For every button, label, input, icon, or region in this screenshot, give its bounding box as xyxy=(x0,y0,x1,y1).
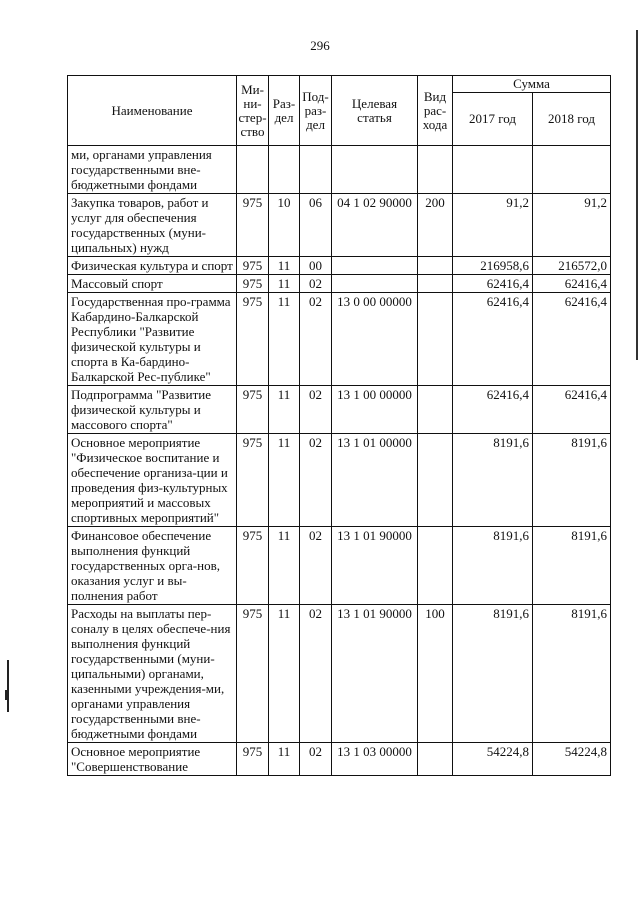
cell-expense-type xyxy=(418,257,453,275)
cell-name: Финансовое обеспечение выполнения функций государственных орга-нов, оказания услуг и вы-полнения работ xyxy=(68,527,237,605)
cell-sum-2017 xyxy=(453,146,533,194)
cell-name: Основное мероприятие "Физическое воспитание и обеспечение организа-ции и проведения физ-культурных мероприятий и массовых спортивных мероприятий" xyxy=(68,434,237,527)
cell-subsection: 02 xyxy=(300,605,332,743)
page-number: 296 xyxy=(310,38,330,53)
cell-name: ми, органами управления государственными вне-бюджетными фондами xyxy=(68,146,237,194)
cell-name: Подпрограмма "Развитие физической культуры и массового спорта" xyxy=(68,386,237,434)
cell-ministry: 975 xyxy=(237,275,269,293)
cell-sum-2017: 62416,4 xyxy=(453,275,533,293)
cell-target-article: 13 1 01 90000 xyxy=(332,605,418,743)
cell-section: 10 xyxy=(269,194,300,257)
cell-subsection: 06 xyxy=(300,194,332,257)
cell-sum-2017: 62416,4 xyxy=(453,293,533,386)
cell-target-article: 13 1 00 00000 xyxy=(332,386,418,434)
cell-sum-2017: 8191,6 xyxy=(453,605,533,743)
table-row xyxy=(68,146,611,194)
cell-section: 11 xyxy=(269,527,300,605)
header-expense-type: Вид рас- хода xyxy=(418,76,453,146)
cell-subsection: 02 xyxy=(300,743,332,776)
cell-name: Физическая культура и спорт xyxy=(68,257,237,275)
header-sum: Сумма xyxy=(453,76,611,93)
cell-ministry: 975 xyxy=(237,527,269,605)
table-row xyxy=(68,434,611,527)
cell-subsection: 02 xyxy=(300,527,332,605)
cell-section: 11 xyxy=(269,386,300,434)
scan-mark xyxy=(7,660,9,712)
cell-sum-2018: 62416,4 xyxy=(533,275,611,293)
cell-sum-2017: 54224,8 xyxy=(453,743,533,776)
page-edge xyxy=(636,30,638,360)
cell-ministry xyxy=(237,146,269,194)
cell-ministry: 975 xyxy=(237,743,269,776)
cell-section xyxy=(269,146,300,194)
cell-subsection: 00 xyxy=(300,257,332,275)
cell-sum-2018 xyxy=(533,146,611,194)
cell-subsection: 02 xyxy=(300,293,332,386)
cell-sum-2017: 62416,4 xyxy=(453,386,533,434)
cell-section: 11 xyxy=(269,605,300,743)
cell-section: 11 xyxy=(269,293,300,386)
cell-sum-2018: 62416,4 xyxy=(533,293,611,386)
cell-target-article: 04 1 02 90000 xyxy=(332,194,418,257)
cell-expense-type xyxy=(418,275,453,293)
cell-sum-2018: 8191,6 xyxy=(533,605,611,743)
cell-target-article: 13 0 00 00000 xyxy=(332,293,418,386)
cell-sum-2018: 8191,6 xyxy=(533,434,611,527)
cell-target-article xyxy=(332,275,418,293)
header-ministry: Ми- ни- стер- ство xyxy=(237,76,269,146)
cell-expense-type xyxy=(418,146,453,194)
cell-sum-2018: 8191,6 xyxy=(533,527,611,605)
table-row xyxy=(68,386,611,434)
cell-section: 11 xyxy=(269,434,300,527)
cell-target-article xyxy=(332,257,418,275)
budget-table xyxy=(67,75,611,776)
cell-section: 11 xyxy=(269,275,300,293)
cell-ministry: 975 xyxy=(237,386,269,434)
cell-expense-type xyxy=(418,386,453,434)
cell-name: Закупка товаров, работ и услуг для обеспечения государственных (муни-ципальных) нужд xyxy=(68,194,237,257)
cell-name: Основное мероприятие "Совершенствование xyxy=(68,743,237,776)
table-row xyxy=(68,605,611,743)
table-row xyxy=(68,293,611,386)
cell-expense-type: 100 xyxy=(418,605,453,743)
header-name: Наименование xyxy=(68,76,237,146)
cell-section: 11 xyxy=(269,257,300,275)
header-2017: 2017 год xyxy=(453,93,533,146)
table-row xyxy=(68,275,611,293)
cell-subsection: 02 xyxy=(300,386,332,434)
header-2018: 2018 год xyxy=(533,93,611,146)
cell-name: Массовый спорт xyxy=(68,275,237,293)
table-row xyxy=(68,743,611,776)
cell-ministry: 975 xyxy=(237,605,269,743)
cell-target-article: 13 1 03 00000 xyxy=(332,743,418,776)
cell-sum-2018: 91,2 xyxy=(533,194,611,257)
scan-mark xyxy=(5,690,7,700)
cell-sum-2018: 216572,0 xyxy=(533,257,611,275)
cell-sum-2017: 8191,6 xyxy=(453,527,533,605)
cell-subsection: 02 xyxy=(300,275,332,293)
cell-sum-2018: 62416,4 xyxy=(533,386,611,434)
table-row xyxy=(68,194,611,257)
header-target-article: Целевая статья xyxy=(332,76,418,146)
cell-expense-type xyxy=(418,293,453,386)
cell-sum-2017: 91,2 xyxy=(453,194,533,257)
cell-ministry: 975 xyxy=(237,293,269,386)
cell-ministry: 975 xyxy=(237,434,269,527)
cell-sum-2017: 8191,6 xyxy=(453,434,533,527)
cell-sum-2017: 216958,6 xyxy=(453,257,533,275)
cell-expense-type xyxy=(418,434,453,527)
table-body xyxy=(68,146,611,776)
cell-ministry: 975 xyxy=(237,194,269,257)
cell-target-article: 13 1 01 00000 xyxy=(332,434,418,527)
cell-expense-type: 200 xyxy=(418,194,453,257)
table-row xyxy=(68,257,611,275)
cell-ministry: 975 xyxy=(237,257,269,275)
cell-subsection xyxy=(300,146,332,194)
cell-sum-2018: 54224,8 xyxy=(533,743,611,776)
cell-name: Государственная про-грамма Кабардино-Балкарской Республики "Развитие физической культуры и спорта в Ка-бардино-Балкарской Рес-публике" xyxy=(68,293,237,386)
cell-subsection: 02 xyxy=(300,434,332,527)
table-row xyxy=(68,527,611,605)
cell-target-article: 13 1 01 90000 xyxy=(332,527,418,605)
cell-expense-type xyxy=(418,527,453,605)
cell-target-article xyxy=(332,146,418,194)
cell-name: Расходы на выплаты пер-соналу в целях обеспече-ния выполнения функций государственными (муни-ципальными) органами, казенными учреждения-ми, органами управления государственными вне-бюджетными фондами xyxy=(68,605,237,743)
header-section: Раз- дел xyxy=(269,76,300,146)
cell-section: 11 xyxy=(269,743,300,776)
cell-expense-type xyxy=(418,743,453,776)
header-subsection: Под- раз- дел xyxy=(300,76,332,146)
